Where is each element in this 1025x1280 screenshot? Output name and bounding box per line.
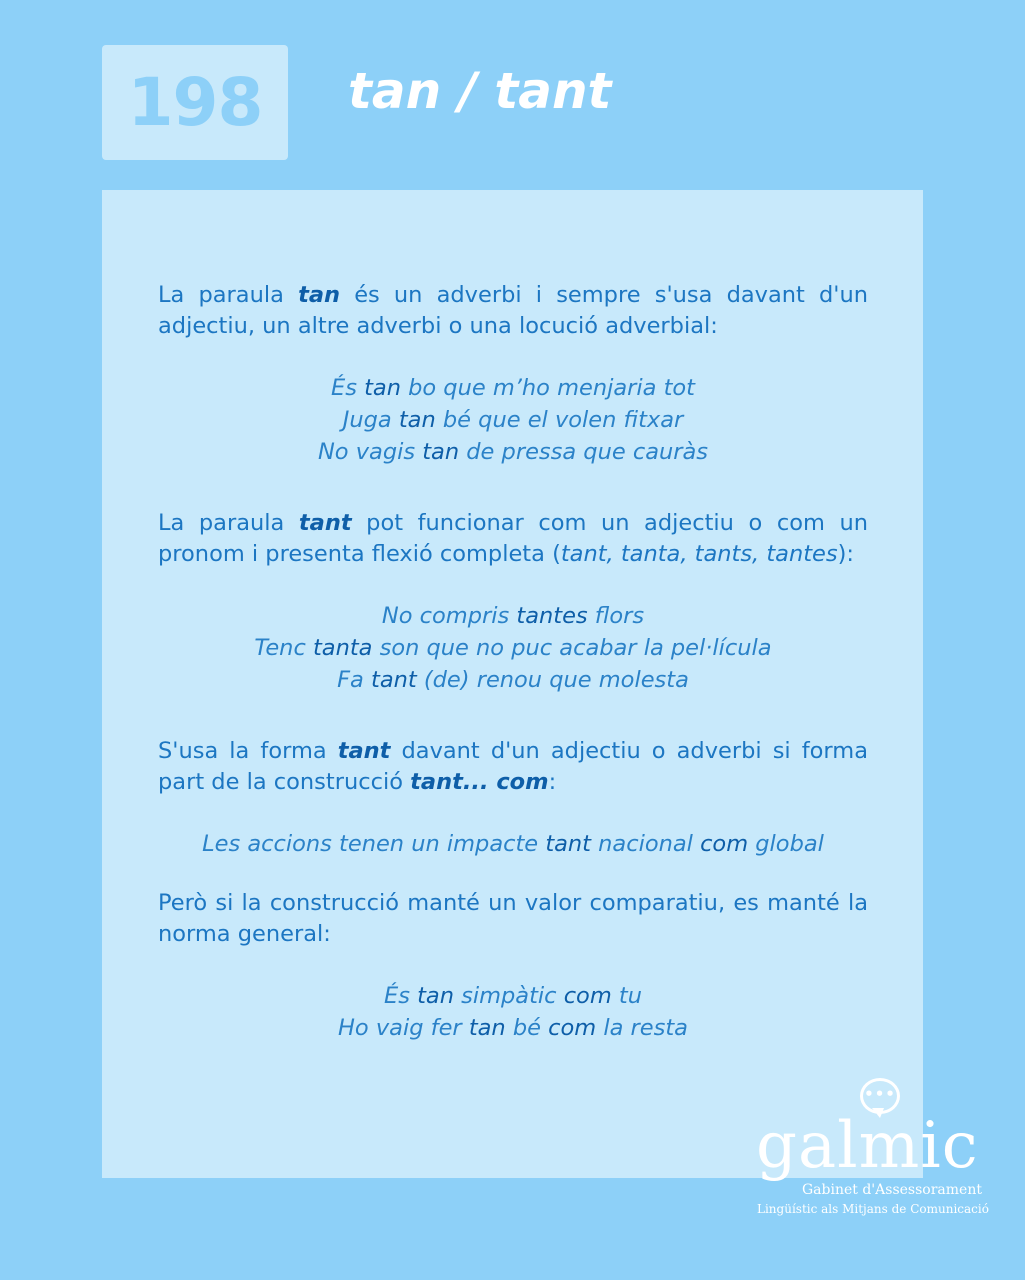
examples-block: [158, 600, 868, 696]
logo-wordmark: galmic: [756, 1109, 979, 1183]
number-badge: [102, 45, 288, 160]
text-run: davant d'un adjectiu o adverbi si forma part de la construcció: [158, 738, 868, 795]
example-keyword: tantes: [516, 603, 588, 629]
rule-paragraph: [158, 736, 868, 798]
example-keyword: com: [563, 983, 612, 1009]
text-run: tu: [611, 983, 642, 1009]
text-run: ):: [837, 541, 854, 567]
example-keyword: tan: [468, 1015, 506, 1041]
text-run: És: [384, 983, 418, 1009]
example-line: [158, 632, 868, 664]
text-run: flors: [587, 603, 645, 629]
example-line: [158, 1012, 868, 1044]
text-run: Fa: [337, 667, 371, 693]
text-run: és un adverbi i sempre s'usa davant d'un adjectiu, un altre adverbi o una locució adverbial:: [158, 282, 868, 339]
keyword-bold: tant: [337, 738, 391, 764]
examples-block: [158, 980, 868, 1044]
text-run: de pressa que cauràs: [459, 439, 709, 465]
text-run: Ho vaig fer: [338, 1015, 469, 1041]
logo-subtitle-1: Gabinet d'Assessorament: [802, 1182, 982, 1198]
rule-paragraph: [158, 280, 868, 342]
example-keyword: tan: [364, 375, 401, 401]
rule-paragraph: [158, 888, 868, 950]
text-run: :: [548, 769, 557, 795]
text-run: Juga: [342, 407, 399, 433]
example-line: [158, 980, 868, 1012]
example-keyword: com: [700, 831, 749, 857]
text-run: la resta: [596, 1015, 688, 1041]
bubble-dots: •••: [864, 1085, 896, 1103]
text-run: (de) renou que molesta: [416, 667, 689, 693]
text-run: son que no puc acabar la pel·lícula: [372, 635, 772, 661]
example-keyword: tant: [545, 831, 592, 857]
text-run: bé que el volen fitxar: [435, 407, 684, 433]
keyword-bold: tan: [298, 282, 341, 308]
text-run: Tenc: [254, 635, 313, 661]
rule-paragraph: [158, 508, 868, 570]
example-keyword: tan: [422, 439, 460, 465]
text-run: No compris: [381, 603, 517, 629]
text-run: És: [330, 375, 365, 401]
example-keyword: tan: [417, 983, 454, 1009]
example-line: [158, 828, 868, 860]
italic-forms: tant, tanta, tants, tantes: [560, 541, 838, 567]
text-run: La paraula: [158, 282, 299, 308]
example-line: [158, 600, 868, 632]
example-line: [158, 404, 868, 436]
text-run: La paraula: [158, 510, 299, 536]
example-keyword: tan: [398, 407, 436, 433]
galmic-logo: [752, 1078, 997, 1223]
examples-block: [158, 828, 868, 860]
text-run: global: [748, 831, 824, 857]
text-run: No vagis: [317, 439, 423, 465]
text-run: nacional: [591, 831, 701, 857]
page-title: tan / tant: [348, 62, 612, 120]
text-run: Les accions tenen un impacte: [202, 831, 546, 857]
text-run: bo que m’ho menjaria tot: [400, 375, 696, 401]
example-line: [158, 436, 868, 468]
example-line: [158, 664, 868, 696]
text-run: Però si la construcció manté un valor comparatiu, es manté la norma general:: [158, 890, 868, 947]
keyword-bold: tant: [298, 510, 352, 536]
example-line: [158, 372, 868, 404]
example-keyword: tant: [371, 667, 417, 693]
text-run: S'usa la forma: [158, 738, 338, 764]
text-run: simpàtic: [453, 983, 564, 1009]
example-keyword: tanta: [312, 635, 373, 661]
example-keyword: com: [548, 1015, 597, 1041]
text-run: bé: [505, 1015, 549, 1041]
content: [158, 280, 868, 1044]
keyword-bold: tant... com: [410, 769, 549, 795]
examples-block: [158, 372, 868, 468]
text-run: pot funcionar com un adjectiu o com un pronom i presenta flexió completa (: [158, 510, 868, 567]
logo-subtitle-2: Lingüístic als Mitjans de Comunicació: [757, 1202, 989, 1216]
card-number: 198: [127, 64, 263, 141]
